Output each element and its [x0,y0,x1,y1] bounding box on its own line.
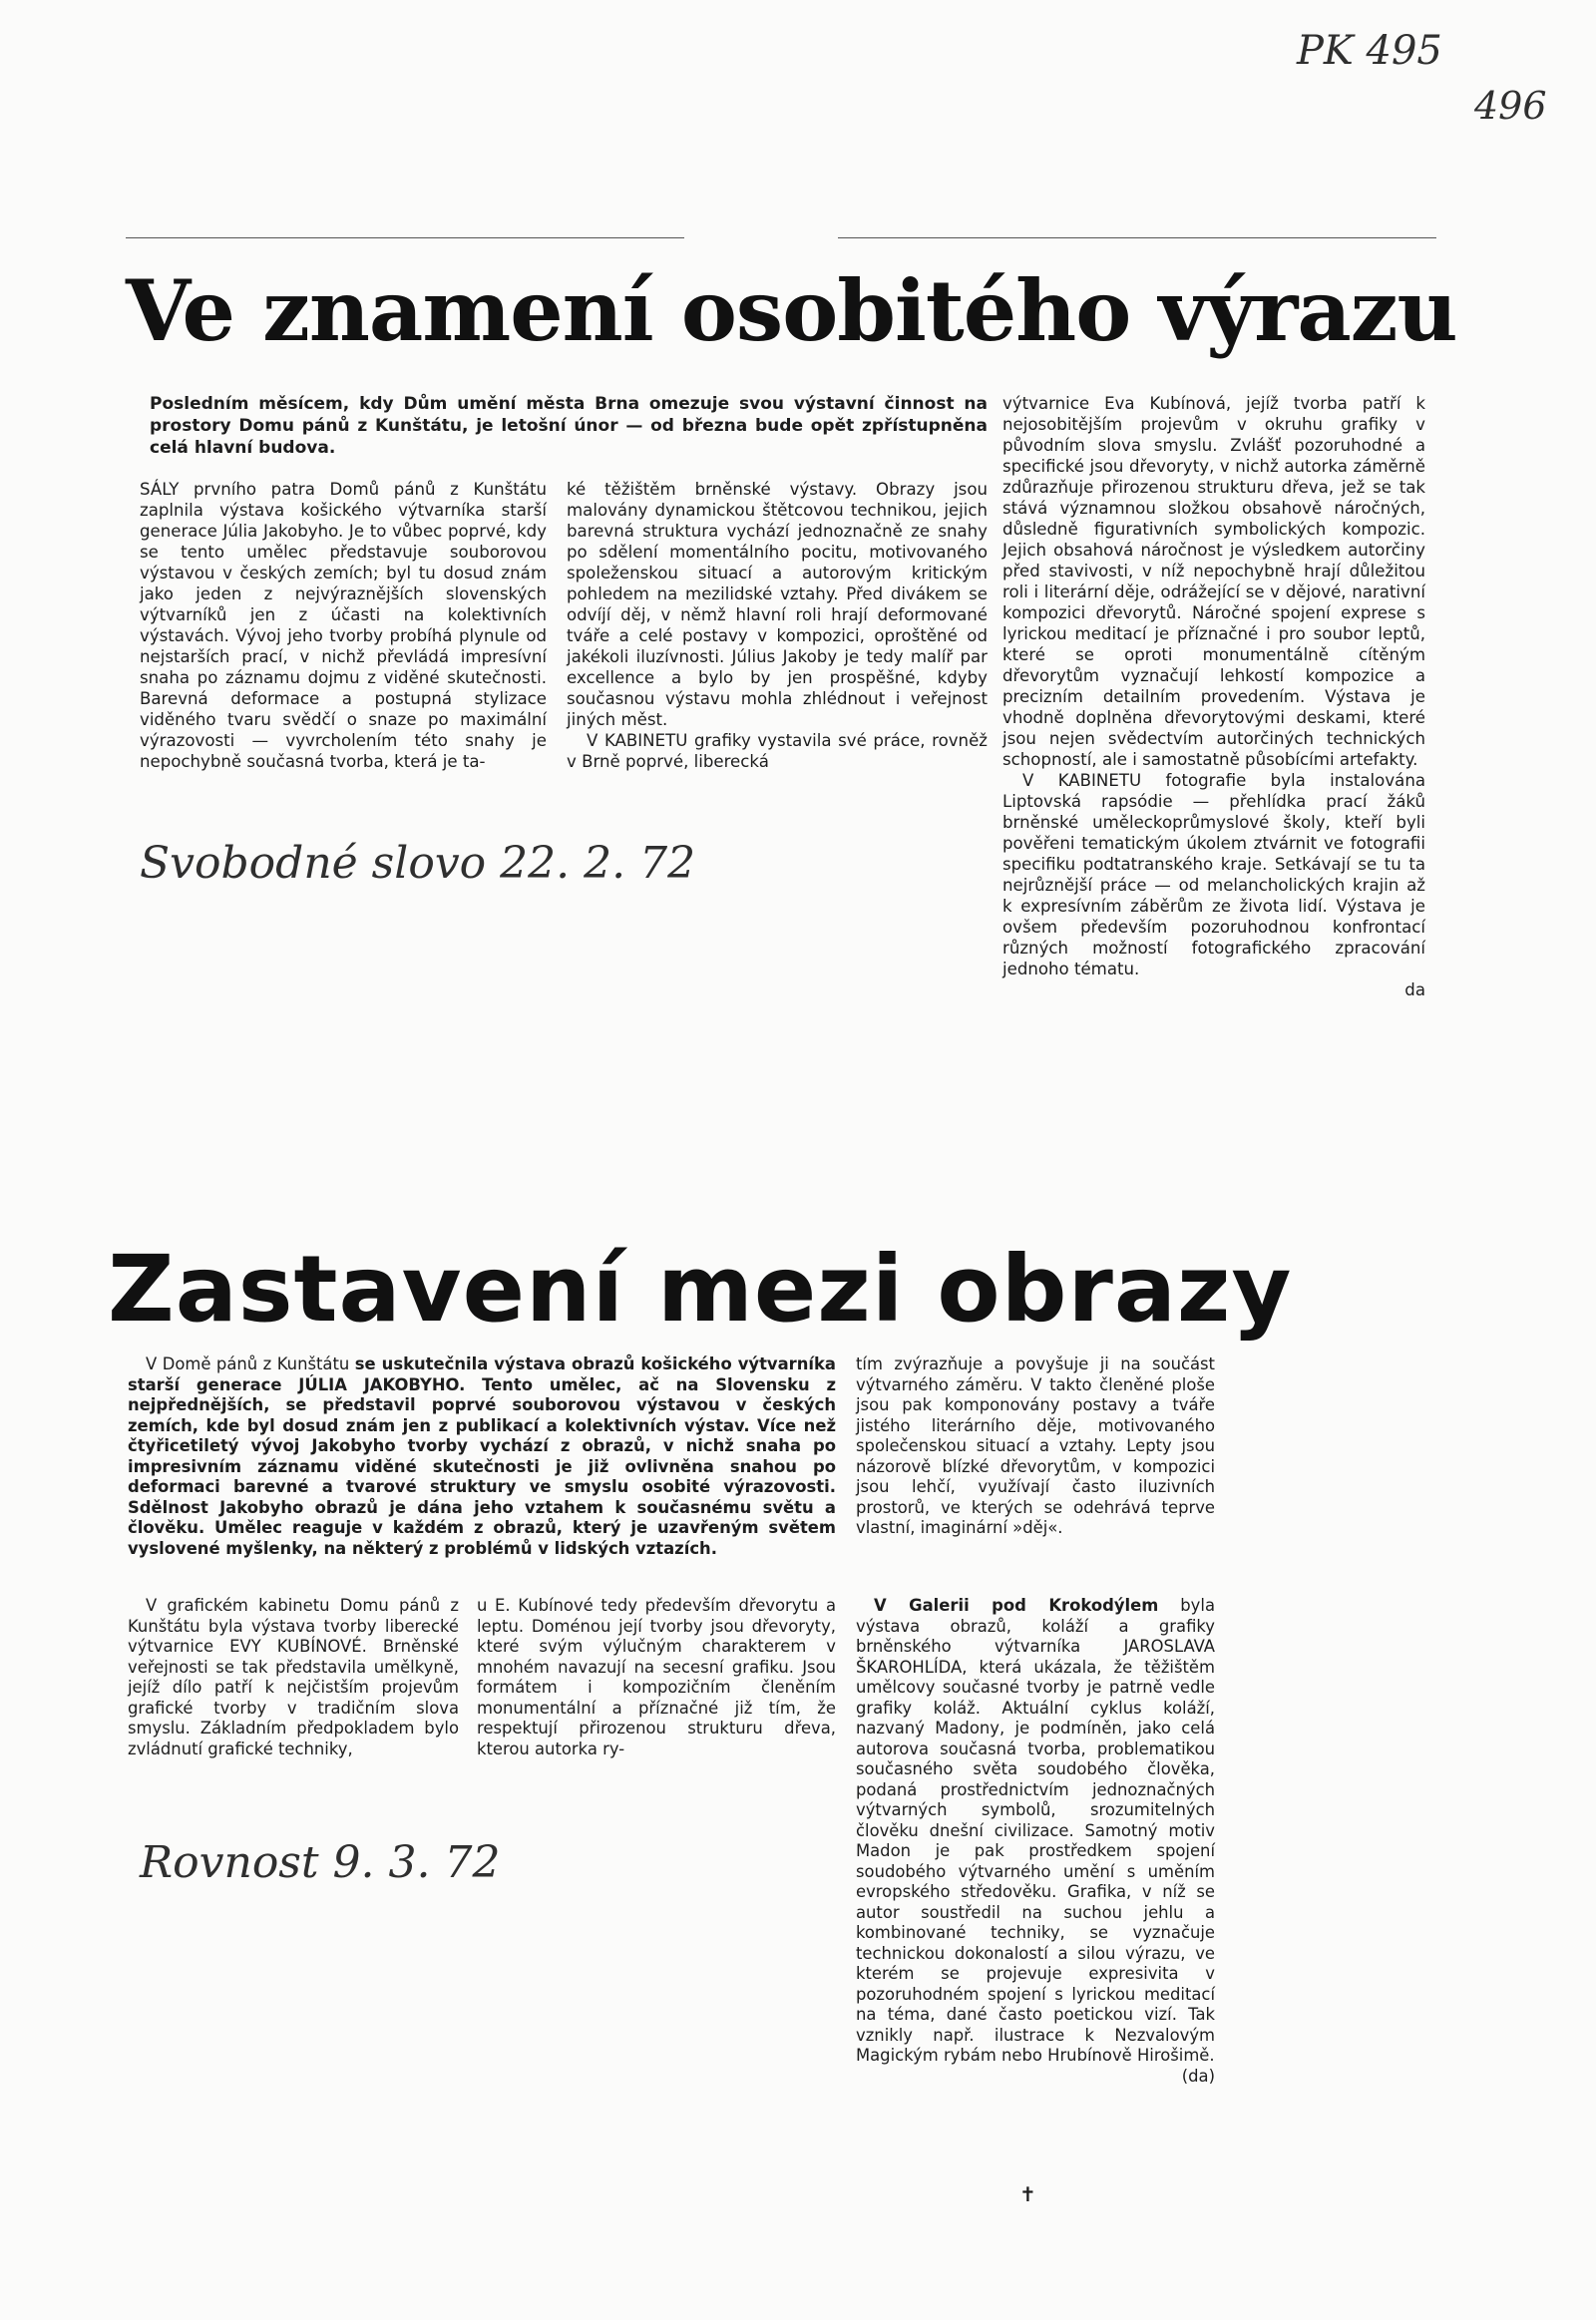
article-2-lead-bold: se uskutečnila výstava obrazů košického výtvarníka starší generace JÚLIA JAKOBYHO. Tento umělec, ač na Slovensku z nejpřednějších, se představil poprvé souborovou výstavou v českých zemích, kde byl dosud znám jen z publikací a kolektivních výstav. Více než čtyřicetiletý vývoj Jakobyho tvorby vychází z obrazů, v nichž snaha po impresivním záznamu viděné skutečnosti je již ovlivněna snahou po deformaci barevné a tvarové struktury ve smyslu osobité výrazovosti. Sdělnost Jakobyho obrazů je dána jeho vztahem k současnému světu a člověku. Umělec reaguje v každém z obrazů, který je uzavřeným světem vyslovené myšlenky, na některý z problémů v lidských vztazích. [128,1354,836,1558]
article-1-column-3 [1002,393,1425,1000]
article-1-column-2-paragraph: V KABINETU grafiky vystavila své práce, rovněž v Brně poprvé, liberecká [567,731,988,771]
article-2-column-2 [477,1596,836,1759]
archive-mark-secondary: 496 [1474,84,1547,128]
article-1-column-3-text: výtvarnice Eva Kubínová, jejíž tvorba patří k nejosobitějším projevům v okruhu grafiky v původním slova smyslu. Zvlášť pozoruhodné a specifické jsou dřevoryty, v nichž autorka záměrně zdůrazňuje přirozenou strukturu dřeva, jež se tak stává významnou složkou obsahově náročných, důsledně figurativních symbolických kompozic. Jejich obsahová náročnost je výsledkem autorčiny před stavivosti, v níž nepochybně hrají důležitou roli i literární děje, odrážející se v dějové, narativní kompozici dřevorytů. Náročné spojení exprese s lyrickou meditací je příznačné i pro soubor leptů, které se oproti monumentálně cítěným dřevorytům vyznačují lehkostí kompozice a precizním detailním provedením. Výstava je vhodně doplněna dřevorytovými deskami, které jsou nejen svědectvím autorčiných technických schopností, ale i samostatně působícími artefakty. [1002,394,1425,769]
top-rule-left [126,237,684,238]
article-1-column-1 [140,479,547,772]
article-2-column-1-text: V grafickém kabinetu Domu pánů z Kunštátu byla výstava tvorby liberecké výtvarnice EVY KUBÍNOVÉ. Brněnské veřejnosti se tak představila umělkyně, jejíž dílo patří k nejčistším projevům grafické tvorby v tradičním slova smyslu. Základním předpokladem bylo zvládnutí grafické techniky, [128,1596,459,1758]
article-2-headline: Zastavení mezi obrazy [108,1236,1293,1343]
article-1-handwritten-source: Svobodné slovo 22. 2. 72 [140,838,696,889]
article-2-column-3 [856,1596,1215,2087]
article-2-lead [128,1354,836,1559]
article-1-signature: da [1404,980,1425,999]
article-1-headline: Ve znamení osobitého výrazu [126,261,1457,360]
article-1-column-2 [567,479,988,772]
article-2-lead-normal: V Domě pánů z Kunštátu [146,1354,350,1373]
article-2-lead-right-text: tím zvýrazňuje a povyšuje ji na součást výtvarného záměru. V takto členěné ploše jsou pak komponovány postavy a tváře jistého literárního děje, motivovaného společenskou situací a vztahy. Lepty jsou názorově blízké dřevorytům, v kompozici jsou lehčí, využívají často iluzivních prostorů, ve kterých se odehrává teprve vlastní, imaginární »děj«. [856,1354,1215,1537]
article-2-lead-right [856,1354,1215,1539]
end-mark-icon: ✝ [1019,2182,1036,2206]
article-2-column-3-lead: V Galerii pod Krokodýlem [874,1596,1159,1615]
article-2-column-3-text: byla výstava obrazů, koláží a grafiky brněnského výtvarníka JAROSLAVA ŠKAROHLÍDA, která ukázala, že těžištěm umělcovy současné tvorby je patrně vedle grafiky koláž. Aktuální cyklus koláží, nazvaný Madony, je podmíněn, jako celá autorova současná tvorba, problematikou současného světa soudobého člověka, podaná prostřednictvím jednoznačných výtvarných symbolů, srozumitelných člověku dnešní civilizace. Samotný motiv Madon je pak prostředkem spojení soudobého výtvarného umění s uměním evropského středověku. Grafika, v níž se autor soustředil na suchou jehlu a kombinované techniky, se vyznačuje technickou dokonalostí a silou výrazu, ve kterém se projevuje expresivita v pozoruhodném spojení s lyrickou meditací na téma, dané často poetickou vizí. Tak vznikly např. ilustrace k Nezvalovým Magickým rybám nebo Hrubínově Hirošimě. [856,1596,1215,2065]
article-2-signature: (da) [1181,2066,1215,2086]
article-2-column-2-text: u E. Kubínové tedy především dřevorytu a leptu. Doménou její tvorby jsou dřevoryty, které svým výlučným charakterem v mnohém navazují na secesní grafiku. Jsou formátem i kompozičním členěním monumentální a příznačné již tím, že respektují přirozenou strukturu dřeva, kterou autorka ry- [477,1596,836,1758]
archive-mark: PK 495 [1297,28,1442,74]
article-1-column-1-text: SÁLY prvního patra Domů pánů z Kunštátu zaplnila výstava košického výtvarníka starší generace Júlia Jakobyho. Je to vůbec poprvé, kdy se tento umělec představuje souborovou výstavou v českých zemích; byl tu dosud znám jako jeden z nejvýraznějších slovenských výtvarníků jen z účasti na kolektivních výstavách. Vývoj jeho tvorby probíhá plynule od nejstarších prací, v nichž převládá impresívní snaha po záznamu dojmu z viděné skutečnosti. Barevná deformace a postupná stylizace viděného tvaru svědčí o snaze po maximální výrazovosti — vyvrcholením této snahy je nepochybně současná tvorba, která je ta- [140,480,547,771]
article-2-handwritten-source: Rovnost 9. 3. 72 [140,1837,501,1888]
article-1-lead: Posledním měsícem, kdy Dům umění města Brna omezuje svou výstavní činnost na prostory Domu pánů z Kunštátu, je letošní únor — od března bude opět zpřístupněna celá hlavní budova. [150,394,988,458]
top-rule-right [838,237,1436,238]
article-1-column-3-paragraph: V KABINETU fotografie byla instalována Liptovská rapsódie — přehlídka prací žáků brněnské uměleckoprůmyslové školy, kteří byli pověřeni tematickým úkolem ztvárnit ve fotografii specifiku podtatranského kraje. Setkávají se tu ta nejrůznější práce — od melancholických krajin až k expresívním záběrům ze života lidí. Výstava je ovšem především pozoruhodnou konfrontací různých možností fotografického zpracování jednoho tématu. [1002,771,1425,978]
article-1-column-2-text: ké těžištěm brněnské výstavy. Obrazy jsou malovány dynamickou štětcovou technikou, jejich barevná struktura vychází jednoznačně ze snahy po sdělení momentálního pocitu, motivovaného spoleženskou situací a autorovým kritickým pohledem na mezilidské vztahy. Před divákem se odvíjí děj, v němž hlavní roli hrají deformované tváře a celé postavy v kompozici, oproštěné od jakékoli iluzívnosti. Július Jakoby je tedy malíř par excellence a bylo by jen prospěšné, kdyby současnou výstavu mohla zhlédnout i veřejnost jiných měst. [567,480,988,729]
article-2-column-1 [128,1596,459,1759]
